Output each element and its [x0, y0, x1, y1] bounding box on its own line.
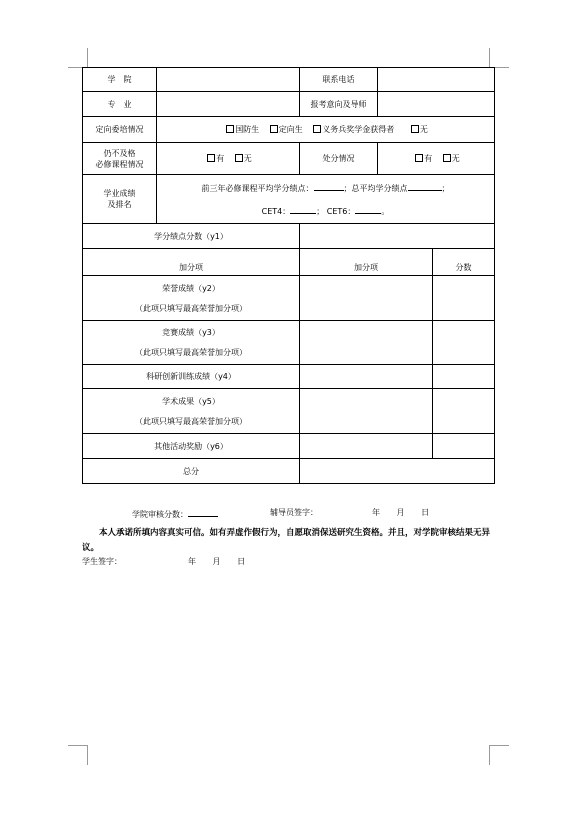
score-rank-label: 学业成绩 及排名: [83, 175, 157, 224]
table-row: [83, 143, 495, 175]
major-label: 专 业: [83, 92, 157, 117]
cet6-blank[interactable]: [355, 204, 381, 214]
checkbox-option[interactable]: 无: [443, 154, 460, 163]
major-field[interactable]: [157, 92, 300, 117]
table-row: [83, 459, 495, 484]
table-row: [83, 249, 495, 276]
checkbox-option[interactable]: 义务兵奖学金获得者: [313, 125, 394, 134]
checkbox-icon[interactable]: [415, 154, 423, 162]
table-row: [83, 365, 495, 389]
table-row: [83, 434, 495, 459]
student-date: 年 月 日: [188, 557, 246, 566]
checkbox-option[interactable]: 无: [235, 154, 252, 163]
total-field[interactable]: [300, 459, 495, 484]
bonus-item-header: 加分项: [83, 249, 300, 276]
checkbox-option[interactable]: 定向生: [270, 125, 303, 134]
bonus-detail-header: 加分项: [300, 249, 433, 276]
y1-field[interactable]: [300, 224, 495, 249]
y1-label: 学分绩点分数（y1）: [83, 224, 300, 249]
student-signature-line: 学生签字：: [82, 557, 122, 566]
table-row: [83, 276, 495, 321]
phone-label: 联系电话: [300, 68, 378, 92]
y6-score-field[interactable]: [433, 434, 495, 459]
y2-detail-field[interactable]: [300, 276, 433, 321]
punishment-options: [378, 143, 495, 175]
table-row: [83, 224, 495, 249]
crop-mark-bottom-left-h: [68, 745, 88, 746]
score-header: 分数: [433, 249, 495, 276]
punishment-label: 处分情况: [300, 143, 378, 175]
y3-detail-field[interactable]: [300, 321, 433, 365]
gpa-blank[interactable]: [314, 181, 344, 191]
failed-courses-options: [157, 143, 300, 175]
oriented-label: 定向委培情况: [83, 117, 157, 143]
y5-score-field[interactable]: [433, 389, 495, 434]
checkbox-option[interactable]: 有: [415, 154, 432, 163]
failed-courses-label: 仍不及格 必修课程情况: [83, 143, 157, 175]
y5-label: 学术成果（y5） （此项只填写最高荣誉加分项）: [83, 389, 300, 434]
direction-label: 报考意向及导师: [300, 92, 378, 117]
table-row: [83, 117, 495, 143]
total-gpa-blank[interactable]: [408, 181, 442, 191]
review-date: 年 月 日: [372, 508, 430, 517]
review-score-line: 学院审核分数：: [132, 507, 218, 520]
y4-score-field[interactable]: [433, 365, 495, 389]
phone-field[interactable]: [378, 68, 495, 92]
pledge-text: 本人承诺所填内容真实可信。如有弄虚作假行为，自愿取消保送研究生资格。并且，对学院审核结果无异议。: [82, 528, 491, 553]
score-rank-content: 前三年必修课程平均学分绩点： ；总平均学分绩点 ； CET4： ； CET6： 。: [157, 175, 495, 224]
oriented-options: [157, 117, 495, 143]
y4-detail-field[interactable]: [300, 365, 433, 389]
checkbox-icon[interactable]: [313, 125, 321, 133]
application-form-table: [82, 67, 495, 484]
table-row: [83, 321, 495, 365]
review-score-blank[interactable]: [188, 507, 218, 517]
y3-label: 竞赛成绩（y3） （此项只填写最高荣誉加分项）: [83, 321, 300, 365]
y5-detail-field[interactable]: [300, 389, 433, 434]
crop-mark-bottom-right-h: [489, 745, 509, 746]
total-label: 总分: [83, 459, 300, 484]
y6-detail-field[interactable]: [300, 434, 433, 459]
y6-label: 其他活动奖励（y6）: [83, 434, 300, 459]
y2-label: 荣誉成绩（y2） （此项只填写最高荣誉加分项）: [83, 276, 300, 321]
cet-line: CET4： ； CET6： 。: [160, 204, 491, 217]
table-row: [83, 175, 495, 224]
cet4-blank[interactable]: [290, 204, 316, 214]
checkbox-option[interactable]: 国防生: [226, 125, 259, 134]
y3-score-field[interactable]: [433, 321, 495, 365]
table-row: [83, 389, 495, 434]
crop-mark-top-right: [489, 48, 490, 68]
checkbox-icon[interactable]: [207, 154, 215, 162]
crop-mark-top-left: [87, 48, 88, 68]
checkbox-option[interactable]: 有: [207, 154, 224, 163]
direction-field[interactable]: [378, 92, 495, 117]
college-label: 学 院: [83, 68, 157, 92]
table-row: [83, 68, 495, 92]
crop-mark-bottom-left: [87, 745, 88, 765]
checkbox-icon[interactable]: [443, 154, 451, 162]
college-field[interactable]: [157, 68, 300, 92]
table-row: [83, 92, 495, 117]
checkbox-icon[interactable]: [270, 125, 278, 133]
y4-label: 科研创新训练成绩（y4）: [83, 365, 300, 389]
y2-score-field[interactable]: [433, 276, 495, 321]
checkbox-icon[interactable]: [235, 154, 243, 162]
checkbox-option[interactable]: 无: [411, 125, 428, 134]
crop-mark-bottom-right: [489, 745, 490, 765]
checkbox-icon[interactable]: [411, 125, 419, 133]
counselor-signature-line: 辅导员签字：: [270, 508, 318, 517]
checkbox-icon[interactable]: [226, 125, 234, 133]
